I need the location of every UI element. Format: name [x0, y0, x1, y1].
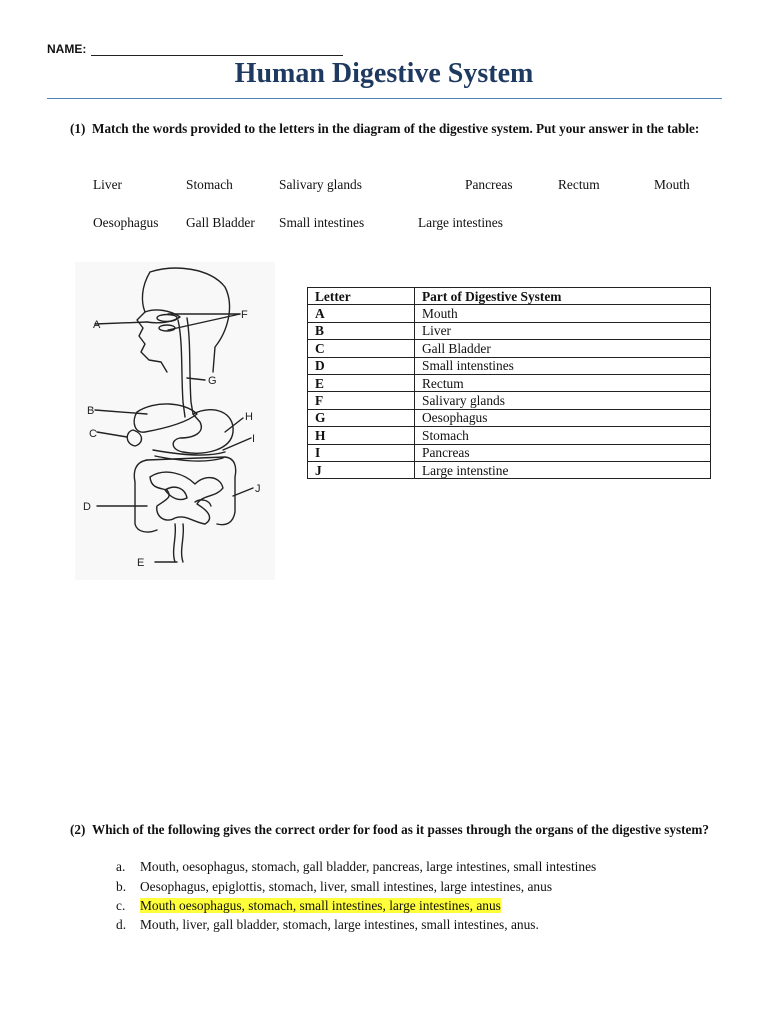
diagram-label-f: F	[241, 309, 248, 321]
answer-cell[interactable]: Stomach	[415, 427, 711, 444]
question-1-number: (1)	[70, 121, 86, 136]
table-row	[308, 444, 711, 461]
table-row	[308, 374, 711, 391]
option-d[interactable]	[116, 917, 539, 933]
letter-cell: J	[308, 461, 415, 478]
diagram-label-j: J	[255, 483, 261, 495]
diagram-label-i: I	[252, 433, 256, 445]
word-bank-item: Salivary glands	[279, 177, 362, 192]
word-bank-item: Rectum	[558, 177, 600, 192]
answer-cell[interactable]: Mouth	[415, 305, 711, 322]
table-row	[308, 427, 711, 444]
letter-cell: C	[308, 340, 415, 357]
table-row	[308, 392, 711, 409]
table-row	[308, 340, 711, 357]
answer-cell[interactable]: Small intenstines	[415, 357, 711, 374]
option-text: Mouth, oesophagus, stomach, gall bladder, pancreas, large intestines, small intestines	[140, 859, 597, 874]
word-bank-item: Stomach	[186, 177, 233, 192]
diagram-label-a: A	[93, 319, 101, 331]
option-text: Oesophagus, epiglottis, stomach, liver, small intestines, large intestines, anus	[140, 879, 553, 894]
name-blank-line[interactable]	[91, 55, 343, 56]
table-row	[308, 322, 711, 339]
column-header-letter: Letter	[308, 288, 415, 305]
name-label: NAME:	[47, 42, 87, 56]
word-bank-item: Liver	[93, 177, 122, 192]
answer-cell[interactable]: Large intenstine	[415, 461, 711, 478]
diagram-label-d: D	[83, 501, 91, 513]
question-2	[70, 820, 720, 839]
letter-cell: F	[308, 392, 415, 409]
answer-cell[interactable]: Liver	[415, 322, 711, 339]
letter-cell: G	[308, 409, 415, 426]
table-row	[308, 305, 711, 322]
letter-cell: A	[308, 305, 415, 322]
letter-cell: H	[308, 427, 415, 444]
answer-table	[307, 287, 711, 479]
option-c[interactable]	[116, 898, 501, 914]
question-1	[70, 119, 720, 138]
option-b[interactable]	[116, 879, 552, 895]
letter-cell: D	[308, 357, 415, 374]
digestive-system-diagram	[75, 262, 275, 580]
option-a[interactable]	[116, 859, 596, 875]
page-title: Human Digestive System	[234, 58, 534, 89]
option-label: b.	[116, 879, 127, 894]
table-header-row	[308, 288, 711, 305]
word-bank-item: Gall Bladder	[186, 215, 255, 230]
option-label: c.	[116, 898, 126, 913]
word-bank-item: Oesophagus	[93, 215, 159, 230]
answer-cell[interactable]: Rectum	[415, 374, 711, 391]
option-label: a.	[116, 859, 126, 874]
question-2-number: (2)	[70, 822, 86, 837]
diagram-label-g: G	[208, 375, 217, 387]
table-row	[308, 357, 711, 374]
letter-cell: E	[308, 374, 415, 391]
table-row	[308, 461, 711, 478]
diagram-label-b: B	[87, 405, 95, 417]
answer-cell[interactable]: Gall Bladder	[415, 340, 711, 357]
word-bank-item: Pancreas	[465, 177, 513, 192]
diagram-label-c: C	[89, 428, 97, 440]
option-text: Mouth, liver, gall bladder, stomach, large intestines, small intestines, anus.	[140, 917, 539, 932]
answer-cell[interactable]: Salivary glands	[415, 392, 711, 409]
word-bank-item: Small intestines	[279, 215, 365, 230]
diagram-label-h: H	[245, 411, 253, 423]
question-1-text: Match the words provided to the letters in the diagram of the digestive system. Put your answer in the table:	[92, 121, 700, 136]
table-row	[308, 409, 711, 426]
answer-cell[interactable]: Pancreas	[415, 444, 711, 461]
diagram-label-e: E	[137, 557, 145, 569]
word-bank-item: Large intestines	[418, 215, 503, 230]
letter-cell: I	[308, 444, 415, 461]
column-header-part: Part of Digestive System	[415, 288, 711, 305]
question-2-text: Which of the following gives the correct order for food as it passes through the organs of the digestive system?	[92, 822, 709, 837]
option-text-highlighted: Mouth oesophagus, stomach, small intestines, large intestines, anus	[140, 898, 501, 913]
title-divider	[47, 98, 722, 99]
word-bank-item: Mouth	[654, 177, 690, 192]
letter-cell: B	[308, 322, 415, 339]
option-label: d.	[116, 917, 127, 932]
answer-cell[interactable]: Oesophagus	[415, 409, 711, 426]
